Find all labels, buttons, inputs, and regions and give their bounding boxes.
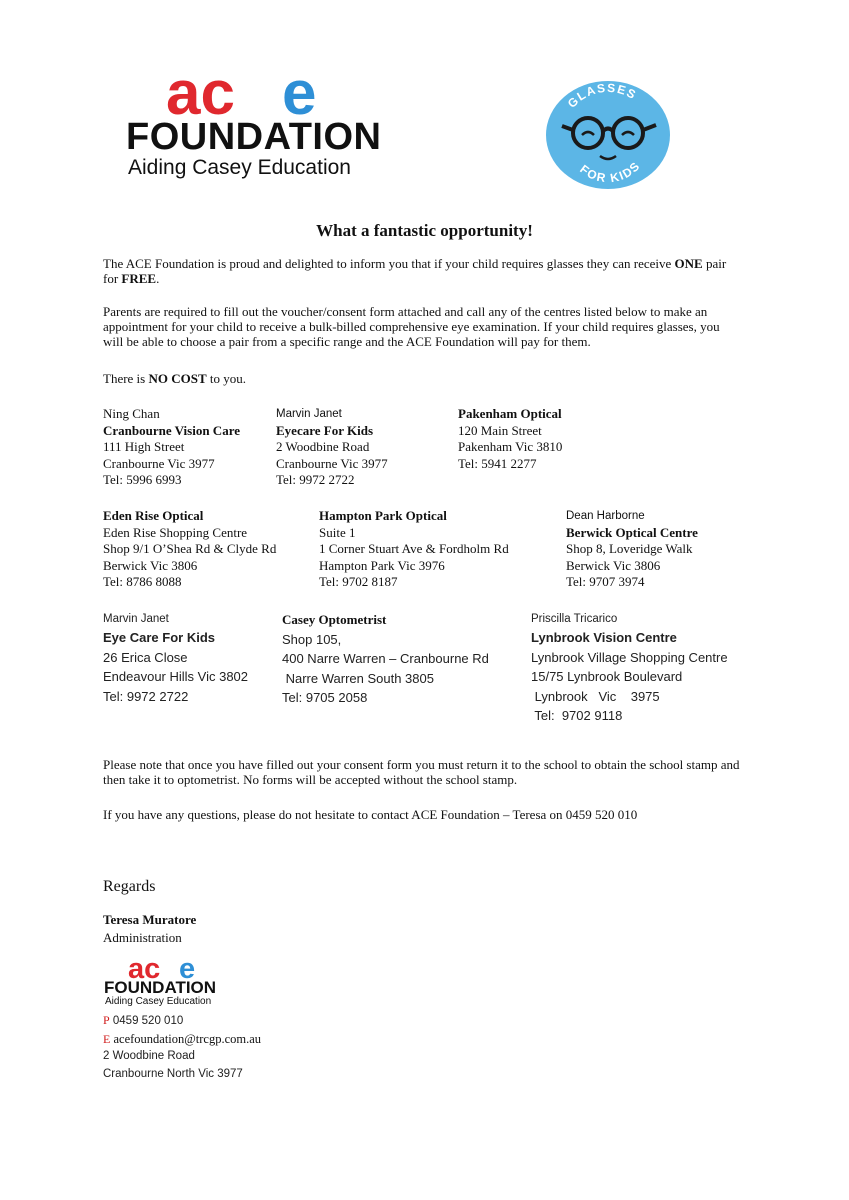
centre-lynbrook-vision-centre — [531, 610, 728, 726]
footer-email[interactable]: acefoundation@trcgp.com.au — [110, 1031, 262, 1046]
centre-phone: Tel: 5941 2277 — [458, 455, 537, 471]
footer-logo-foundation: FOUNDATION — [104, 978, 217, 997]
centre-eyecare-for-kids — [276, 406, 388, 489]
ace-foundation-logo — [122, 66, 384, 184]
centre-phone: Tel: 9972 2722 — [103, 688, 189, 704]
centre-address-line: 400 Narre Warren – Cranbourne Rd — [282, 651, 489, 666]
centre-name: Pakenham Optical — [458, 406, 562, 421]
footer-ace-logo — [101, 955, 231, 1011]
centre-address-line: 1 Corner Stuart Ave & Fordholm Rd — [319, 541, 509, 556]
centre-address-line: 15/75 Lynbrook Boulevard — [531, 669, 683, 684]
centre-address-line: Shop 8, Loveridge Walk — [566, 541, 693, 556]
questions-note: If you have any questions, please do not hesitate to contact ACE Foundation – Teresa on 0459 520 010 — [103, 807, 638, 822]
centre-address-line: Shop 105, — [282, 631, 342, 647]
centre-address-line: Hampton Park Vic 3976 — [319, 557, 445, 573]
centre-address-line: 120 Main Street — [458, 422, 542, 438]
centre-eye-care-for-kids — [103, 610, 248, 706]
email-label: E — [103, 1031, 111, 1046]
regards-text: Regards — [103, 878, 156, 895]
centre-name: Berwick Optical Centre — [566, 524, 698, 540]
centre-name: Casey Optometrist — [282, 612, 387, 627]
footer-logo-tagline: Aiding Casey Education — [105, 996, 212, 1007]
centre-name: Lynbrook Vision Centre — [531, 630, 677, 645]
centre-name: Eye Care For Kids — [103, 630, 215, 645]
letter-title: What a fantastic opportunity! — [316, 221, 533, 240]
centre-cranbourne-vision-care — [103, 406, 240, 489]
centre-hampton-park-optical — [319, 508, 509, 591]
centre-address-line: Cranbourne Vic 3977 — [276, 455, 388, 471]
svg-text:ac: ac — [128, 955, 161, 983]
signatory-name: Teresa Muratore — [103, 912, 197, 927]
footer-address-line: Cranbourne North Vic 3977 — [103, 1067, 243, 1080]
centre-name: Hampton Park Optical — [319, 508, 447, 523]
centre-address-line: Lynbrook Village Shopping Centre — [531, 649, 728, 665]
centre-address-line: Berwick Vic 3806 — [103, 557, 198, 573]
centre-address-line: Eden Rise Shopping Centre — [103, 524, 248, 540]
centre-phone: Tel: 5996 6993 — [103, 472, 182, 487]
centre-contact: Marvin Janet — [103, 613, 169, 625]
footer-address-line: 2 Woodbine Road — [103, 1050, 195, 1062]
centre-phone: Tel: 9707 3974 — [566, 574, 645, 589]
svg-text:e: e — [179, 955, 196, 983]
centre-pakenham-optical — [458, 406, 562, 472]
intro-paragraph-2: Parents are required to fill out the voucher/consent form attached and call any of the centres listed below to make an appointment for your child to receive a bulk-billed comprehensive eye examination. If your child requires glasses, you will be able to choose a pair from a specific range and the ACE Foundation will pay for them. — [103, 304, 720, 349]
centre-phone: Tel: 9705 2058 — [282, 690, 368, 705]
centre-phone: Tel: 9972 2722 — [276, 472, 355, 487]
centre-address-line: 2 Woodbine Road — [276, 439, 370, 454]
centre-address-line: Suite 1 — [319, 524, 356, 540]
footer-phone: 0459 520 010 — [109, 1015, 184, 1027]
footer-phone-line — [103, 1012, 261, 1031]
centre-address-line: Berwick Vic 3806 — [566, 557, 661, 573]
intro-paragraph-1: The ACE Foundation is proud and delighted to inform you that if your child requires glasses they can receive ONE pair for FREE. — [103, 256, 727, 286]
logo-foundation-text: FOUNDATION — [126, 116, 382, 158]
centre-phone: Tel: 9702 9118 — [531, 708, 623, 723]
centre-address-line: Endeavour Hills Vic 3802 — [103, 669, 249, 684]
centre-address-line: Shop 9/1 O’Shea Rd & Clyde Rd — [103, 541, 277, 556]
centre-contact: Marvin Janet — [276, 408, 342, 420]
footer-contact — [103, 1012, 261, 1083]
centre-address-line: 26 Erica Close — [103, 649, 188, 665]
footer-email-line — [103, 1031, 261, 1049]
centre-name: Eyecare For Kids — [276, 422, 374, 438]
badge-bottom-text: FOR KIDS — [577, 158, 644, 186]
centre-address-line: Narre Warren South 3805 — [282, 670, 434, 686]
centre-address-line: Pakenham Vic 3810 — [458, 439, 563, 454]
centre-casey-optometrist — [282, 610, 489, 708]
centre-phone: Tel: 8786 8088 — [103, 574, 182, 589]
centre-contact: Ning Chan — [103, 406, 160, 421]
centre-contact: Priscilla Tricarico — [531, 613, 618, 625]
badge-top-text: GLASSES — [564, 80, 640, 111]
logo-tagline: Aiding Casey Education — [128, 156, 351, 179]
school-stamp-note: Please note that once you have filled out your consent form you must return it to the school to obtain the school stamp and then take it to optometrist. No forms will be accepted without the school stamp. — [103, 757, 740, 787]
centre-name: Cranbourne Vision Care — [103, 422, 240, 438]
centre-address-line: 111 High Street — [103, 439, 185, 454]
phone-label: P — [103, 1013, 110, 1027]
ace-letters-a-c: ac — [166, 66, 235, 126]
centre-address-line: Cranbourne Vic 3977 — [103, 455, 215, 471]
centre-eden-rise-optical — [103, 508, 276, 591]
centre-name: Eden Rise Optical — [103, 508, 204, 523]
centre-address-line: Lynbrook Vic 3975 — [531, 688, 660, 704]
centre-contact: Dean Harborne — [566, 510, 645, 522]
centre-berwick-optical-centre — [566, 508, 698, 591]
intro-paragraph-3: There is NO COST to you. — [103, 371, 247, 386]
centre-phone: Tel: 9702 8187 — [319, 574, 398, 589]
signatory-role: Administration — [103, 930, 182, 945]
ace-letter-e: e — [282, 66, 317, 126]
glasses-for-kids-badge — [544, 78, 672, 190]
